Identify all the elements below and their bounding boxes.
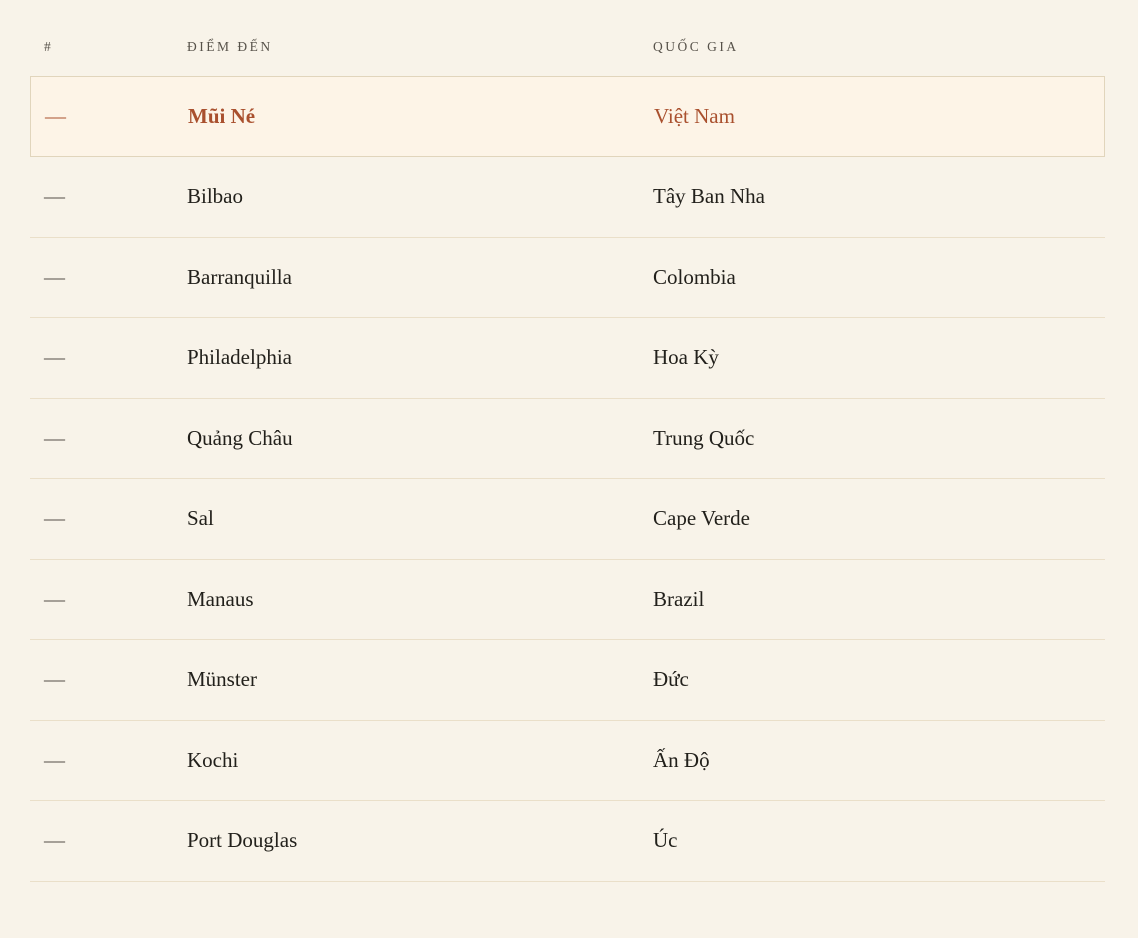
- table-row[interactable]: [30, 801, 1105, 882]
- country-cell: Brazil: [653, 586, 705, 611]
- destination-cell: Sal: [187, 506, 214, 531]
- country-cell: Ấn Độ: [653, 747, 710, 772]
- rank-dash: —: [44, 586, 65, 611]
- table-row[interactable]: [30, 76, 1105, 157]
- country-cell: Việt Nam: [654, 103, 735, 128]
- table-row[interactable]: [30, 238, 1105, 319]
- rank-dash: —: [44, 667, 65, 692]
- table-row[interactable]: [30, 479, 1105, 560]
- country-cell: Trung Quốc: [653, 425, 755, 450]
- table-row[interactable]: [30, 157, 1105, 238]
- destination-cell: Port Douglas: [187, 828, 298, 853]
- country-cell: Đức: [653, 667, 689, 692]
- rank-dash: —: [44, 184, 65, 209]
- country-cell: Tây Ban Nha: [653, 184, 765, 209]
- header-rank: #: [44, 39, 54, 54]
- destination-cell: Kochi: [187, 747, 239, 772]
- table-row[interactable]: [30, 560, 1105, 641]
- destination-cell: Manaus: [187, 586, 254, 611]
- table-row[interactable]: [30, 318, 1105, 399]
- table-row[interactable]: [30, 721, 1105, 802]
- rank-dash: —: [44, 828, 65, 853]
- country-cell: Colombia: [653, 264, 736, 289]
- table-row[interactable]: [30, 399, 1105, 480]
- header-destination: ĐIỂM ĐẾN: [187, 39, 273, 54]
- header-country: QUỐC GIA: [653, 39, 739, 54]
- table-row[interactable]: [30, 640, 1105, 721]
- country-cell: Úc: [653, 828, 678, 853]
- rank-dash: —: [44, 747, 65, 772]
- table-header-row: [30, 0, 1105, 76]
- country-cell: Hoa Kỳ: [653, 345, 719, 370]
- destination-cell: Barranquilla: [187, 264, 292, 289]
- destination-cell: Mũi Né: [188, 103, 256, 128]
- rank-dash: —: [44, 506, 65, 531]
- destination-cell: Philadelphia: [187, 345, 292, 370]
- rank-dash: —: [44, 264, 65, 289]
- country-cell: Cape Verde: [653, 506, 750, 531]
- rank-dash: —: [44, 425, 65, 450]
- rank-dash: —: [44, 345, 65, 370]
- destinations-ranking-table: [30, 0, 1105, 882]
- rank-dash: —: [45, 103, 66, 128]
- destination-cell: Quảng Châu: [187, 425, 293, 450]
- destination-cell: Münster: [187, 667, 257, 692]
- destination-cell: Bilbao: [187, 184, 243, 209]
